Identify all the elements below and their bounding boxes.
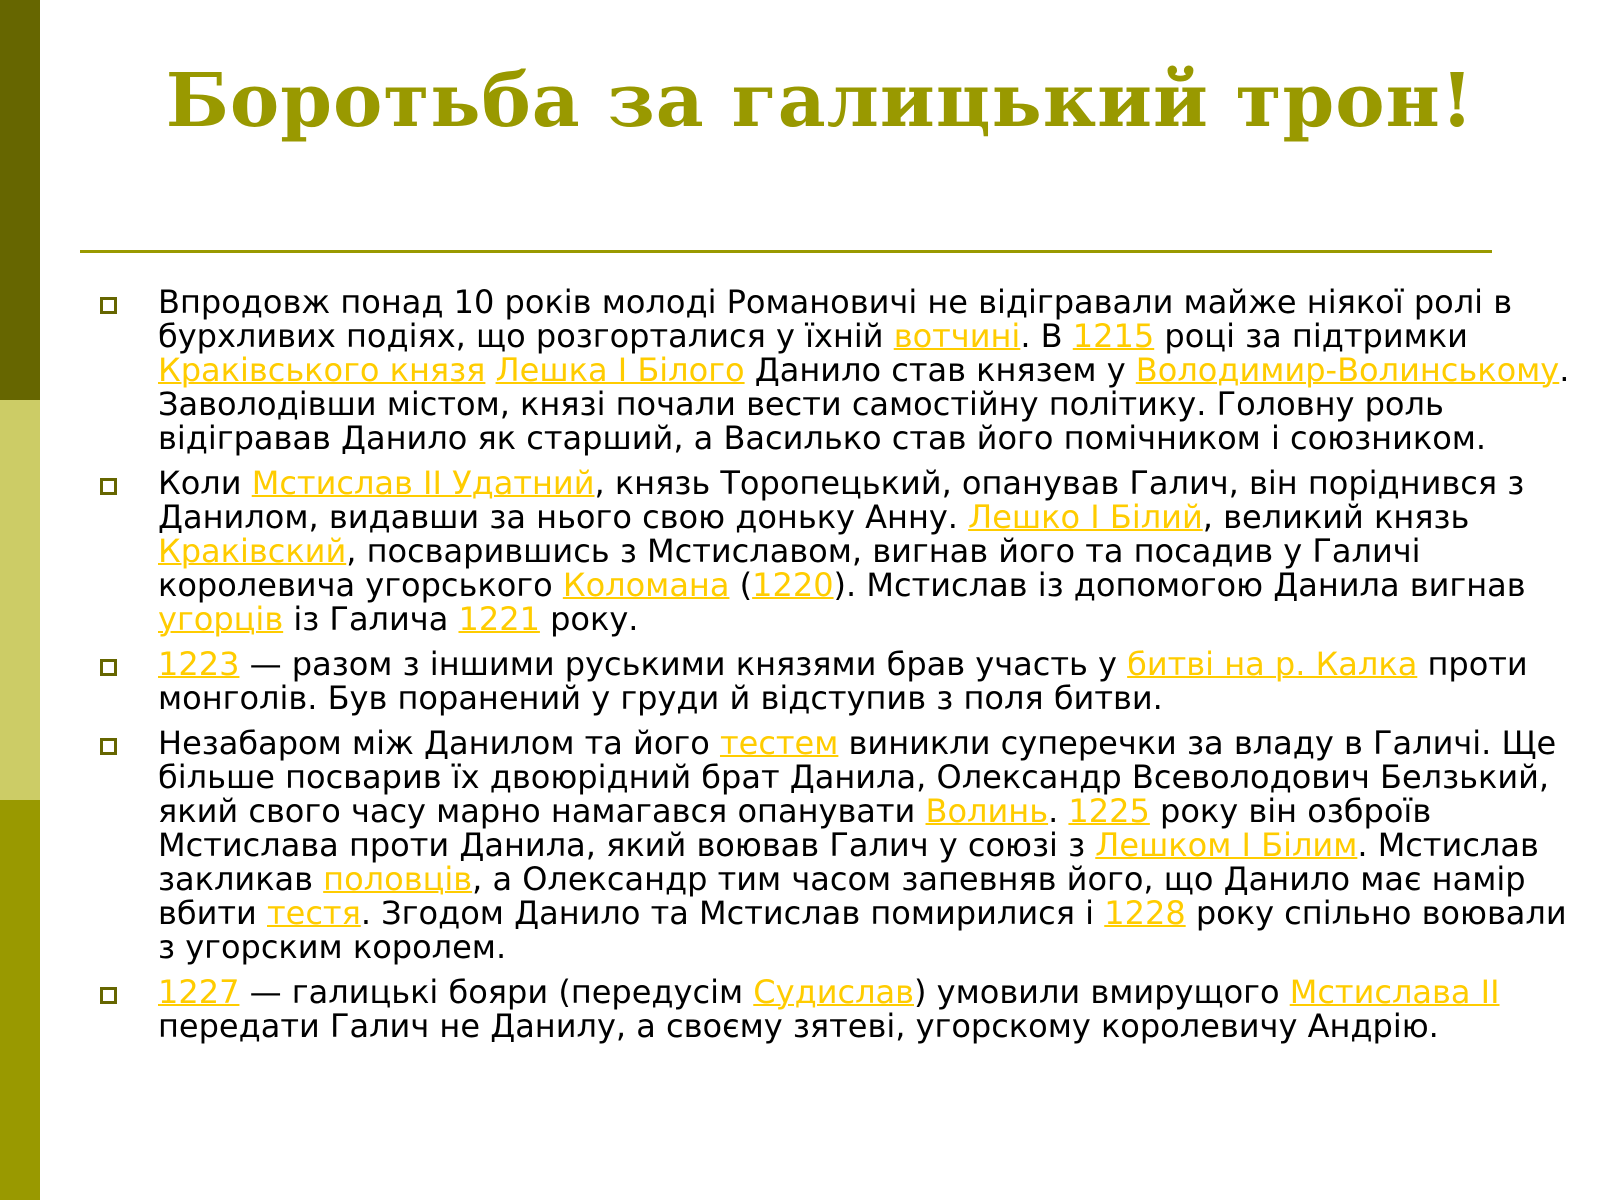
- square-bullet-icon: [100, 297, 117, 314]
- link-mstyslav-udatnyi[interactable]: Мстислав ІІ Удатний: [251, 464, 595, 502]
- link-father-in-law-2[interactable]: тестя: [267, 894, 361, 932]
- bullet-item-2: [96, 466, 1586, 636]
- bullet-item-1: [96, 285, 1586, 455]
- square-bullet-icon: [100, 738, 117, 755]
- text: , великий князь: [1202, 498, 1470, 536]
- bullet-item-3: [96, 647, 1586, 715]
- link-leszek-the-white[interactable]: Лешко І Білий: [968, 498, 1203, 536]
- link-hungarians[interactable]: угорців: [158, 600, 284, 638]
- link-year-1223[interactable]: 1223: [158, 645, 240, 683]
- link-father-in-law[interactable]: тестем: [719, 724, 839, 762]
- text: — разом з іншими руськими князями брав участь у: [239, 645, 1128, 683]
- text: Незабаром між Данилом та його: [158, 724, 720, 762]
- bullet-item-5: [96, 975, 1586, 1043]
- link-koloman[interactable]: Коломана: [562, 566, 730, 604]
- link-votchyna[interactable]: вотчині: [893, 317, 1021, 355]
- side-bar-top: [0, 0, 40, 400]
- text: ). Мстислав із допомогою Данила вигнав: [833, 566, 1526, 604]
- link-volodymyr-volynskyi[interactable]: Володимир-Волинському: [1135, 351, 1560, 389]
- text: [485, 351, 495, 389]
- text: (: [729, 566, 753, 604]
- text: , князь Торопецький, опанував Галич, він поріднився з Данилом, видавши за нього свою доньку Анну.: [158, 464, 1525, 536]
- text: проти монголів. Був поранений у груди й відступив з поля битви.: [158, 645, 1528, 717]
- link-cumans[interactable]: половців: [323, 860, 473, 898]
- link-year-1221[interactable]: 1221: [458, 600, 540, 638]
- text: року.: [539, 600, 639, 638]
- link-krakow-prince[interactable]: Краківського князя: [158, 351, 486, 389]
- text: ) умовили вмирущого: [914, 973, 1290, 1011]
- text: . Згодом Данило та Мстислав помирилися і: [360, 894, 1105, 932]
- text: — галицькі бояри (передусім: [239, 973, 754, 1011]
- link-year-1215[interactable]: 1215: [1072, 317, 1155, 355]
- side-bar-middle: [0, 400, 40, 800]
- text: передати Галич не Данилу, а своєму зятеві, угорскому королевичу Андрію.: [158, 1007, 1439, 1045]
- link-year-1220[interactable]: 1220: [752, 566, 834, 604]
- text: . Мстислав закликав: [158, 826, 1539, 898]
- bullet-item-4: [96, 726, 1586, 964]
- link-leszek-the-white[interactable]: Лешком І Білим: [1095, 826, 1358, 864]
- square-bullet-icon: [100, 987, 117, 1004]
- text: , а Олександр тим часом запевняв його, що Данило має намір вбити: [158, 860, 1526, 932]
- link-sudyslav[interactable]: Судислав: [753, 973, 914, 1011]
- square-bullet-icon: [100, 659, 117, 676]
- link-year-1228[interactable]: 1228: [1104, 894, 1186, 932]
- link-leszek-the-white[interactable]: Лешка І Білого: [495, 351, 745, 389]
- square-bullet-icon: [100, 478, 117, 495]
- side-bar-bottom: [0, 800, 40, 1200]
- link-mstyslav-ii[interactable]: Мстислава ІІ: [1289, 973, 1500, 1011]
- text: .: [1048, 792, 1069, 830]
- text: виникли суперечки за владу в Галичі. Ще більше посварив їх двоюрідний брат Данила, Олександр Всеволодович Белзький, який свого часу марно намагався опанувати: [158, 724, 1557, 830]
- text: Впродовж понад 10 років молоді Романовичі не відігравали майже ніякої ролі в бурхливих подіях, що розгорталися у їхній: [158, 283, 1513, 355]
- slide-body: [96, 285, 1586, 1054]
- link-year-1227[interactable]: 1227: [158, 973, 240, 1011]
- text: . В: [1020, 317, 1073, 355]
- text: . Заволодівши містом, князі почали вести самостійну політику. Головну роль відігравав Данило як старший, а Василько став його помічником і союзником.: [158, 351, 1570, 457]
- text: року спільно воювали з угорским королем.: [158, 894, 1567, 966]
- title-divider: [80, 250, 1492, 253]
- link-krakow[interactable]: Краківский: [158, 532, 347, 570]
- slide-title: Боротьба за галицький трон!: [165, 58, 1475, 144]
- text: році за підтримки: [1154, 317, 1468, 355]
- text: Данило став князем у: [744, 351, 1136, 389]
- text: із Галича: [283, 600, 459, 638]
- text: Коли: [158, 464, 252, 502]
- text: , посварившись з Мстиславом, вигнав його та посадив у Галичі королевича угорського: [158, 532, 1421, 604]
- link-volyn[interactable]: Волинь: [925, 792, 1049, 830]
- link-year-1225[interactable]: 1225: [1068, 792, 1150, 830]
- link-battle-of-kalka[interactable]: битві на р. Калка: [1127, 645, 1418, 683]
- text: року він озброїв Мстислава проти Данила, який воював Галич у союзі з: [158, 792, 1432, 864]
